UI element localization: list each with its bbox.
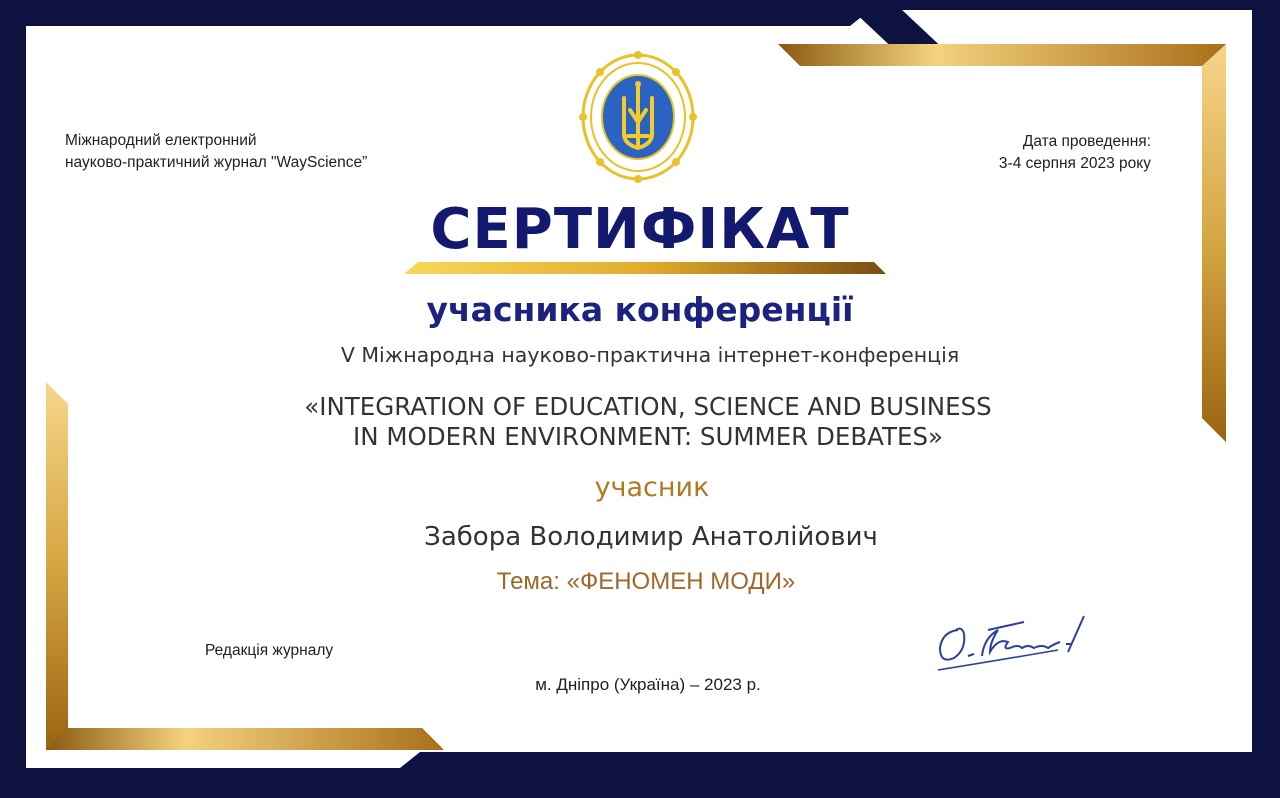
participant-name: Забора Володимир Анатолійович	[424, 522, 878, 552]
editorial-board: Редакція журналу	[205, 642, 334, 659]
journal-name	[65, 130, 367, 174]
topic	[0, 568, 1280, 596]
certificate-subtitle: учасника конференції	[426, 290, 854, 329]
conference-title	[0, 392, 1280, 452]
place-and-year: м. Дніпро (Україна) – 2023 р.	[535, 675, 761, 694]
certificate-title: СЕРТИФІКАТ	[430, 197, 850, 262]
participant-role: учасник	[594, 472, 710, 503]
corner-notch-bottom	[350, 768, 440, 798]
topic-label: Тема:	[496, 568, 560, 595]
journal-line-1: Міжнародний електронний	[65, 132, 257, 149]
title-underline	[404, 262, 886, 274]
conference-title-line-1: «INTEGRATION OF EDUCATION, SCIENCE AND BUSINESS	[304, 392, 992, 421]
conference-description: V Міжнародна науково-практична інтернет-конференція	[340, 343, 960, 367]
ukraine-trident-emblem-icon	[578, 50, 698, 184]
event-date	[999, 131, 1151, 175]
event-date-value: 3-4 серпня 2023 року	[998, 155, 1151, 172]
topic-value: «ФЕНОМЕН МОДИ»	[566, 568, 796, 595]
journal-line-2: науково-практичний журнал "WayScience”	[65, 154, 368, 171]
event-date-label: Дата проведення:	[1022, 133, 1151, 150]
signature-icon	[928, 608, 1096, 676]
conference-title-line-2: IN MODERN ENVIRONMENT: SUMMER DEBATES»	[353, 422, 943, 451]
